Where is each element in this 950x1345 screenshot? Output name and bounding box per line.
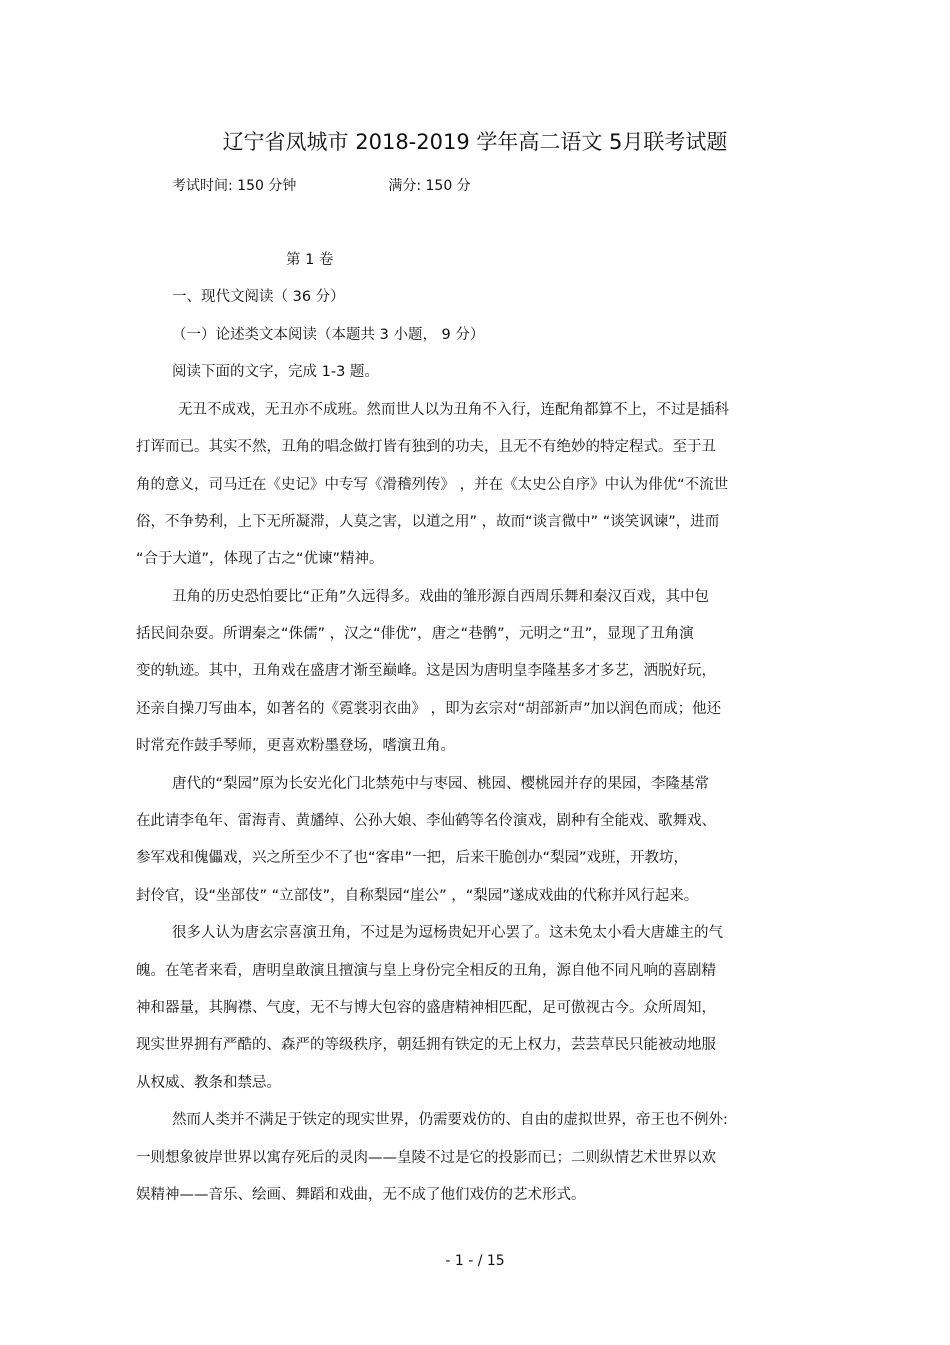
passage-line: 角的意义，司马迁在《史记》中专写《滑稽列传》 ，并在《太史公自序》中认为俳优“不流世 <box>136 477 729 493</box>
exam-meta <box>172 176 471 196</box>
passage-line: 从权威、教条和禁忌。 <box>136 1075 281 1091</box>
passage-line: 俗，不争势利，上下无所凝滞，人莫之害，以道之用” ，故而“谈言微中” “谈笑讽谏”，进而 <box>136 514 720 530</box>
passage-line: 很多人认为唐玄宗喜演丑角，不过是为逗杨贵妃开心罢了。这未免太小看大唐雄主的气 <box>172 925 723 941</box>
sub-section-heading: （一）论述类文本阅读（本题共 3 小题， 9 分） <box>172 327 485 343</box>
passage-line: 还亲自操刀写曲本，如著名的《霓裳羽衣曲》 ，即为玄宗对“胡部新声”加以润色而成；他还 <box>136 701 722 717</box>
exam-time: 考试时间: 150 分钟 <box>172 178 297 194</box>
passage-line: 然而人类并不满足于铁定的现实世界，仍需要戏仿的、自由的虚拟世界，帝王也不例外: <box>172 1112 728 1128</box>
passage-line: 封伶官，设“坐部伎” “立部伎”，自称梨园“崖公” ，“梨园”遂成戏曲的代称并风行起来。 <box>136 888 699 904</box>
page-number: - 1 - / 15 <box>445 1253 505 1269</box>
full-score: 满分: 150 分 <box>388 178 471 194</box>
passage-line: 一则想象彼岸世界以寓存死后的灵肉——皇陵不过是它的投影而已；二则纵情艺术世界以欢 <box>136 1150 716 1166</box>
passage-line: 打诨而已。其实不然，丑角的唱念做打皆有独到的功夫，且无不有绝妙的特定程式。至于丑 <box>136 439 716 455</box>
passage-line: 娱精神——音乐、绘画、舞蹈和戏曲，无不成了他们戏仿的艺术形式。 <box>136 1187 586 1203</box>
volume-heading: 第 1 卷 <box>286 252 334 268</box>
passage-line: 变的轨迹。其中，丑角戏在盛唐才渐至巅峰。这是因为唐明皇李隆基多才多艺，洒脱好玩， <box>136 663 716 679</box>
passage-line: 参军戏和傀儡戏，兴之所至少不了也“客串”一把，后来干脆创办“梨园”戏班，开教坊， <box>136 850 689 866</box>
passage-line: 丑角的历史恐怕要比“正角”久远得多。戏曲的雏形源自西周乐舞和秦汉百戏，其中包 <box>172 589 710 605</box>
passage-line: 唐代的“梨园”原为长安光化门北禁苑中与枣园、桃园、樱桃园并存的果园，李隆基常 <box>172 776 710 792</box>
passage-line: 神和器量，其胸襟、气度，无不与博大包容的盛唐精神相匹配，足可傲视古今。众所周知， <box>136 1000 716 1016</box>
passage-line: 括民间杂耍。所谓秦之“侏儒” ，汉之“俳优”，唐之“巷鹘”，元明之“丑”，显现了丑角演 <box>136 626 694 642</box>
passage-line: 无丑不成戏，无丑亦不成班。然而世人以为丑角不入行，连配角都算不上，不过是插科 <box>178 402 729 418</box>
passage-line: 现实世界拥有严酷的、森严的等级秩序，朝廷拥有铁定的无上权力，芸芸草民只能被动地服 <box>136 1037 716 1053</box>
passage-line: 在此请李龟年、雷海青、黄旙绰、公孙大娘、李仙鹤等名伶演戏，剧种有全能戏、歌舞戏、 <box>136 813 716 829</box>
reading-instruction: 阅读下面的文字，完成 1-3 题。 <box>172 364 379 380</box>
passage-line: 时常充作鼓手琴师，更喜欢粉墨登场，嗜演丑角。 <box>136 738 455 754</box>
exam-title: 辽宁省凤城市 2018-2019 学年高二语文 5月联考试题 <box>222 130 728 154</box>
passage-line: “合于大道”，体现了古之“优谏”精神。 <box>136 551 384 567</box>
passage-line: 魄。在笔者来看，唐明皇敢演且擅演与皇上身份完全相反的丑角，源自他不同凡响的喜剧精 <box>136 963 716 979</box>
part-one-heading: 一、现代文阅读（ 36 分） <box>172 289 345 305</box>
